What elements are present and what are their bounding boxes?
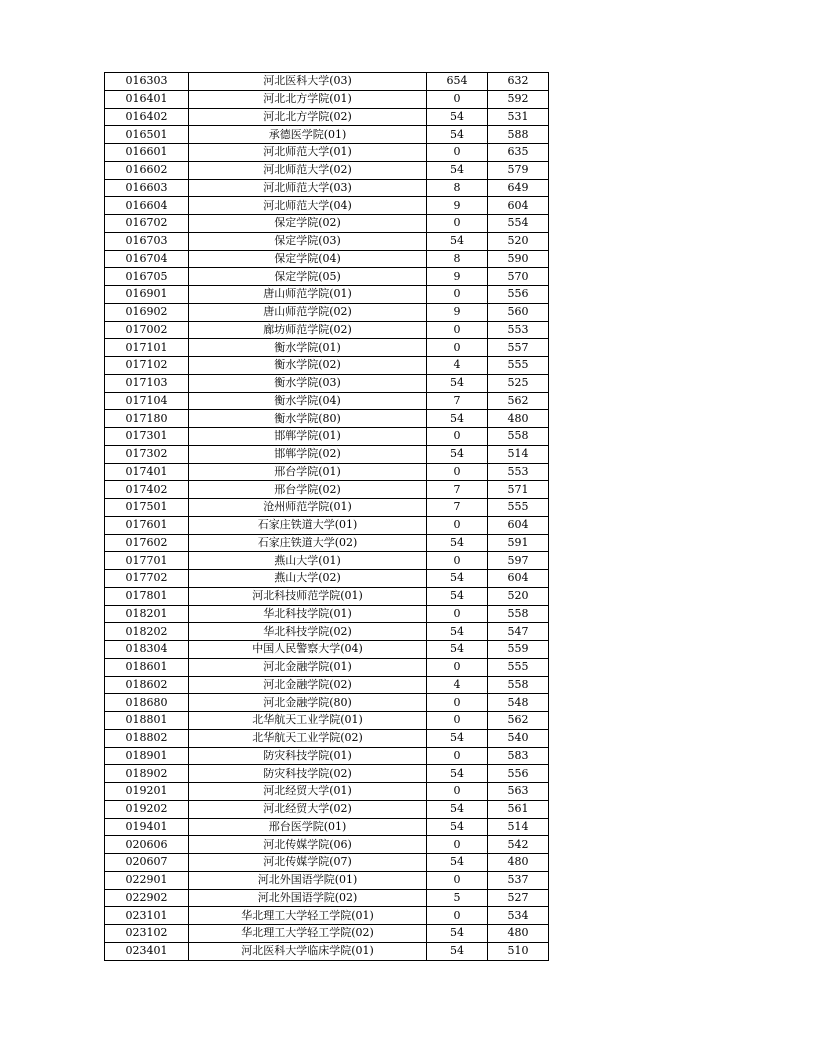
plan-count-cell: 0 (427, 516, 488, 534)
min-score-cell: 592 (488, 90, 549, 108)
table-row (105, 800, 549, 818)
min-score-cell: 583 (488, 747, 549, 765)
institution-code-cell: 018304 (105, 641, 189, 659)
institution-name-cell: 河北科技师范学院(01) (189, 587, 427, 605)
institution-name-cell: 保定学院(03) (189, 232, 427, 250)
min-score-cell: 510 (488, 942, 549, 960)
institution-name-cell: 唐山师范学院(02) (189, 303, 427, 321)
plan-count-cell: 54 (427, 641, 488, 659)
institution-name-cell: 河北金融学院(01) (189, 658, 427, 676)
table-row (105, 144, 549, 162)
institution-code-cell: 016702 (105, 215, 189, 233)
table-row (105, 321, 549, 339)
institution-name-cell: 衡水学院(03) (189, 374, 427, 392)
plan-count-cell: 54 (427, 942, 488, 960)
table-row (105, 729, 549, 747)
table-body (105, 73, 549, 961)
institution-code-cell: 017801 (105, 587, 189, 605)
plan-count-cell: 54 (427, 854, 488, 872)
table-row (105, 783, 549, 801)
plan-count-cell: 7 (427, 481, 488, 499)
table-row (105, 286, 549, 304)
institution-name-cell: 北华航天工业学院(01) (189, 712, 427, 730)
institution-name-cell: 燕山大学(02) (189, 570, 427, 588)
plan-count-cell: 54 (427, 623, 488, 641)
table-row (105, 392, 549, 410)
institution-code-cell: 018801 (105, 712, 189, 730)
min-score-cell: 557 (488, 339, 549, 357)
table-row (105, 445, 549, 463)
institution-code-cell: 016603 (105, 179, 189, 197)
institution-code-cell: 017102 (105, 357, 189, 375)
institution-name-cell: 承德医学院(01) (189, 126, 427, 144)
institution-name-cell: 河北师范大学(04) (189, 197, 427, 215)
table-row (105, 232, 549, 250)
plan-count-cell: 4 (427, 357, 488, 375)
institution-name-cell: 河北金融学院(02) (189, 676, 427, 694)
plan-count-cell: 54 (427, 126, 488, 144)
table-row (105, 250, 549, 268)
min-score-cell: 555 (488, 658, 549, 676)
plan-count-cell: 54 (427, 818, 488, 836)
plan-count-cell: 0 (427, 907, 488, 925)
table-row (105, 818, 549, 836)
institution-code-cell: 017601 (105, 516, 189, 534)
institution-code-cell: 017301 (105, 428, 189, 446)
plan-count-cell: 54 (427, 800, 488, 818)
min-score-cell: 558 (488, 428, 549, 446)
min-score-cell: 527 (488, 889, 549, 907)
institution-code-cell: 017401 (105, 463, 189, 481)
min-score-cell: 588 (488, 126, 549, 144)
institution-code-cell: 020607 (105, 854, 189, 872)
institution-code-cell: 017402 (105, 481, 189, 499)
min-score-cell: 563 (488, 783, 549, 801)
institution-code-cell: 018601 (105, 658, 189, 676)
institution-name-cell: 邢台医学院(01) (189, 818, 427, 836)
plan-count-cell: 0 (427, 605, 488, 623)
institution-code-cell: 016901 (105, 286, 189, 304)
plan-count-cell: 7 (427, 499, 488, 517)
table-row (105, 481, 549, 499)
institution-name-cell: 河北外国语学院(01) (189, 871, 427, 889)
min-score-cell: 558 (488, 676, 549, 694)
table-row (105, 339, 549, 357)
table-row (105, 747, 549, 765)
table-row (105, 516, 549, 534)
institution-code-cell: 016602 (105, 161, 189, 179)
institution-name-cell: 河北经贸大学(02) (189, 800, 427, 818)
min-score-cell: 635 (488, 144, 549, 162)
table-row (105, 108, 549, 126)
institution-name-cell: 河北外国语学院(02) (189, 889, 427, 907)
institution-code-cell: 017104 (105, 392, 189, 410)
institution-code-cell: 022902 (105, 889, 189, 907)
institution-code-cell: 017103 (105, 374, 189, 392)
plan-count-cell: 0 (427, 658, 488, 676)
min-score-cell: 590 (488, 250, 549, 268)
institution-code-cell: 018802 (105, 729, 189, 747)
table-row (105, 676, 549, 694)
plan-count-cell: 0 (427, 783, 488, 801)
plan-count-cell: 54 (427, 161, 488, 179)
institution-code-cell: 022901 (105, 871, 189, 889)
min-score-cell: 604 (488, 197, 549, 215)
institution-code-cell: 019201 (105, 783, 189, 801)
institution-code-cell: 017701 (105, 552, 189, 570)
min-score-cell: 514 (488, 445, 549, 463)
admission-score-table (104, 72, 549, 961)
institution-code-cell: 018201 (105, 605, 189, 623)
table-row (105, 854, 549, 872)
table-row (105, 179, 549, 197)
plan-count-cell: 5 (427, 889, 488, 907)
institution-name-cell: 河北北方学院(02) (189, 108, 427, 126)
institution-name-cell: 防灾科技学院(01) (189, 747, 427, 765)
institution-code-cell: 016704 (105, 250, 189, 268)
institution-code-cell: 020606 (105, 836, 189, 854)
plan-count-cell: 4 (427, 676, 488, 694)
institution-name-cell: 衡水学院(80) (189, 410, 427, 428)
plan-count-cell: 0 (427, 836, 488, 854)
table-row (105, 889, 549, 907)
plan-count-cell: 54 (427, 925, 488, 943)
table-row (105, 268, 549, 286)
min-score-cell: 604 (488, 516, 549, 534)
table-row (105, 552, 549, 570)
table-row (105, 534, 549, 552)
table-row (105, 765, 549, 783)
plan-count-cell: 0 (427, 552, 488, 570)
institution-name-cell: 华北理工大学轻工学院(01) (189, 907, 427, 925)
institution-name-cell: 华北科技学院(01) (189, 605, 427, 623)
institution-name-cell: 衡水学院(02) (189, 357, 427, 375)
institution-name-cell: 河北师范大学(01) (189, 144, 427, 162)
min-score-cell: 555 (488, 499, 549, 517)
institution-name-cell: 保定学院(04) (189, 250, 427, 268)
table-row (105, 658, 549, 676)
min-score-cell: 562 (488, 392, 549, 410)
institution-name-cell: 河北师范大学(03) (189, 179, 427, 197)
min-score-cell: 558 (488, 605, 549, 623)
institution-code-cell: 018680 (105, 694, 189, 712)
plan-count-cell: 8 (427, 250, 488, 268)
table-row (105, 836, 549, 854)
plan-count-cell: 0 (427, 747, 488, 765)
plan-count-cell: 9 (427, 268, 488, 286)
min-score-cell: 553 (488, 463, 549, 481)
institution-code-cell: 016501 (105, 126, 189, 144)
table-row (105, 605, 549, 623)
table-row (105, 126, 549, 144)
institution-code-cell: 017501 (105, 499, 189, 517)
min-score-cell: 559 (488, 641, 549, 659)
institution-code-cell: 019401 (105, 818, 189, 836)
min-score-cell: 556 (488, 765, 549, 783)
institution-name-cell: 保定学院(05) (189, 268, 427, 286)
plan-count-cell: 54 (427, 374, 488, 392)
min-score-cell: 540 (488, 729, 549, 747)
plan-count-cell: 0 (427, 321, 488, 339)
plan-count-cell: 0 (427, 339, 488, 357)
min-score-cell: 553 (488, 321, 549, 339)
institution-name-cell: 燕山大学(01) (189, 552, 427, 570)
institution-name-cell: 邢台学院(02) (189, 481, 427, 499)
table-row (105, 410, 549, 428)
institution-name-cell: 邯郸学院(01) (189, 428, 427, 446)
table-row (105, 90, 549, 108)
plan-count-cell: 54 (427, 445, 488, 463)
institution-name-cell: 石家庄铁道大学(02) (189, 534, 427, 552)
table-row (105, 215, 549, 233)
plan-count-cell: 9 (427, 197, 488, 215)
plan-count-cell: 54 (427, 587, 488, 605)
plan-count-cell: 8 (427, 179, 488, 197)
institution-name-cell: 河北师范大学(02) (189, 161, 427, 179)
min-score-cell: 525 (488, 374, 549, 392)
table-row (105, 374, 549, 392)
institution-name-cell: 防灾科技学院(02) (189, 765, 427, 783)
table-row (105, 623, 549, 641)
institution-name-cell: 保定学院(02) (189, 215, 427, 233)
plan-count-cell: 0 (427, 90, 488, 108)
institution-code-cell: 016601 (105, 144, 189, 162)
institution-name-cell: 北华航天工业学院(02) (189, 729, 427, 747)
min-score-cell: 514 (488, 818, 549, 836)
plan-count-cell: 54 (427, 232, 488, 250)
plan-count-cell: 0 (427, 428, 488, 446)
min-score-cell: 632 (488, 73, 549, 91)
institution-code-cell: 016705 (105, 268, 189, 286)
institution-name-cell: 河北医科大学(03) (189, 73, 427, 91)
plan-count-cell: 0 (427, 215, 488, 233)
institution-name-cell: 邢台学院(01) (189, 463, 427, 481)
plan-count-cell: 0 (427, 286, 488, 304)
institution-code-cell: 016604 (105, 197, 189, 215)
institution-code-cell: 017702 (105, 570, 189, 588)
institution-code-cell: 018902 (105, 765, 189, 783)
institution-name-cell: 唐山师范学院(01) (189, 286, 427, 304)
table-row (105, 942, 549, 960)
plan-count-cell: 0 (427, 712, 488, 730)
plan-count-cell: 0 (427, 463, 488, 481)
table-row (105, 303, 549, 321)
plan-count-cell: 54 (427, 765, 488, 783)
table-row (105, 907, 549, 925)
plan-count-cell: 654 (427, 73, 488, 91)
min-score-cell: 570 (488, 268, 549, 286)
institution-code-cell: 017302 (105, 445, 189, 463)
min-score-cell: 548 (488, 694, 549, 712)
table-row (105, 428, 549, 446)
plan-count-cell: 9 (427, 303, 488, 321)
min-score-cell: 560 (488, 303, 549, 321)
institution-name-cell: 邯郸学院(02) (189, 445, 427, 463)
institution-name-cell: 河北医科大学临床学院(01) (189, 942, 427, 960)
institution-name-cell: 河北金融学院(80) (189, 694, 427, 712)
institution-name-cell: 河北传媒学院(07) (189, 854, 427, 872)
plan-count-cell: 0 (427, 144, 488, 162)
min-score-cell: 604 (488, 570, 549, 588)
table-row (105, 73, 549, 91)
min-score-cell: 597 (488, 552, 549, 570)
institution-name-cell: 衡水学院(01) (189, 339, 427, 357)
min-score-cell: 537 (488, 871, 549, 889)
institution-name-cell: 河北北方学院(01) (189, 90, 427, 108)
institution-name-cell: 华北理工大学轻工学院(02) (189, 925, 427, 943)
min-score-cell: 542 (488, 836, 549, 854)
min-score-cell: 579 (488, 161, 549, 179)
table-row (105, 197, 549, 215)
institution-code-cell: 016402 (105, 108, 189, 126)
min-score-cell: 534 (488, 907, 549, 925)
institution-code-cell: 017180 (105, 410, 189, 428)
institution-name-cell: 华北科技学院(02) (189, 623, 427, 641)
min-score-cell: 554 (488, 215, 549, 233)
min-score-cell: 562 (488, 712, 549, 730)
min-score-cell: 480 (488, 854, 549, 872)
min-score-cell: 547 (488, 623, 549, 641)
min-score-cell: 649 (488, 179, 549, 197)
min-score-cell: 480 (488, 410, 549, 428)
min-score-cell: 520 (488, 232, 549, 250)
table-row (105, 161, 549, 179)
plan-count-cell: 7 (427, 392, 488, 410)
table-row (105, 641, 549, 659)
institution-code-cell: 018202 (105, 623, 189, 641)
institution-name-cell: 河北经贸大学(01) (189, 783, 427, 801)
institution-code-cell: 023102 (105, 925, 189, 943)
plan-count-cell: 0 (427, 694, 488, 712)
institution-code-cell: 016902 (105, 303, 189, 321)
table-row (105, 357, 549, 375)
plan-count-cell: 54 (427, 570, 488, 588)
plan-count-cell: 54 (427, 410, 488, 428)
institution-name-cell: 衡水学院(04) (189, 392, 427, 410)
table-row (105, 694, 549, 712)
institution-code-cell: 016703 (105, 232, 189, 250)
plan-count-cell: 54 (427, 108, 488, 126)
institution-code-cell: 023401 (105, 942, 189, 960)
table-row (105, 871, 549, 889)
institution-code-cell: 018602 (105, 676, 189, 694)
institution-code-cell: 019202 (105, 800, 189, 818)
min-score-cell: 555 (488, 357, 549, 375)
table-row (105, 587, 549, 605)
table-row (105, 570, 549, 588)
min-score-cell: 591 (488, 534, 549, 552)
table-row (105, 463, 549, 481)
institution-name-cell: 河北传媒学院(06) (189, 836, 427, 854)
plan-count-cell: 54 (427, 534, 488, 552)
table-row (105, 925, 549, 943)
institution-name-cell: 沧州师范学院(01) (189, 499, 427, 517)
institution-code-cell: 017602 (105, 534, 189, 552)
plan-count-cell: 54 (427, 729, 488, 747)
min-score-cell: 520 (488, 587, 549, 605)
institution-code-cell: 017002 (105, 321, 189, 339)
institution-code-cell: 016303 (105, 73, 189, 91)
min-score-cell: 561 (488, 800, 549, 818)
institution-code-cell: 016401 (105, 90, 189, 108)
min-score-cell: 531 (488, 108, 549, 126)
institution-code-cell: 018901 (105, 747, 189, 765)
min-score-cell: 480 (488, 925, 549, 943)
institution-code-cell: 017101 (105, 339, 189, 357)
plan-count-cell: 0 (427, 871, 488, 889)
min-score-cell: 571 (488, 481, 549, 499)
institution-name-cell: 中国人民警察大学(04) (189, 641, 427, 659)
institution-name-cell: 廊坊师范学院(02) (189, 321, 427, 339)
institution-code-cell: 023101 (105, 907, 189, 925)
table-row (105, 712, 549, 730)
min-score-cell: 556 (488, 286, 549, 304)
table-row (105, 499, 549, 517)
institution-name-cell: 石家庄铁道大学(01) (189, 516, 427, 534)
